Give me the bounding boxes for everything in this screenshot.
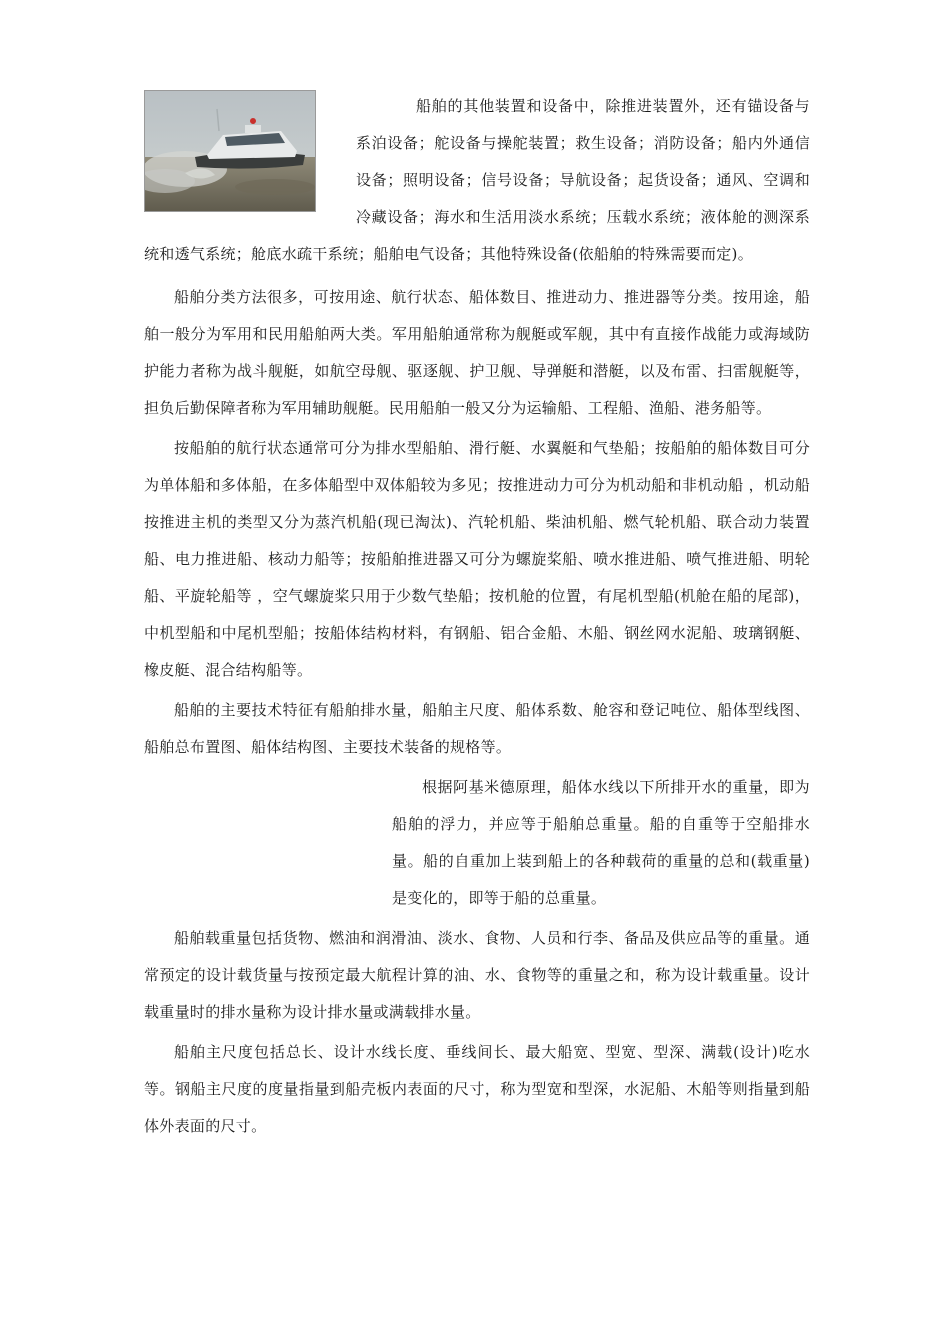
paragraph-archimedes: 根据阿基米德原理，船体水线以下所排开水的重量，即为船舶的浮力，并应等于船舶总重量。船的自重等于空船排水量。船的自重加上装到船上的各种载荷的重量的总和(载重量)是变化的，即等于船的总重量。 — [392, 778, 810, 907]
paragraph-technical-features: 船舶的主要技术特征有船舶排水量，船舶主尺度、船体系数、舱容和登记吨位、船体型线图、船舶总布置图、船体结构图、主要技术装备的规格等。 — [144, 701, 810, 756]
paragraph-other-equipment: 船舶的其他装置和设备中，除推进装置外，还有锚设备与系泊设备；舵设备与操舵装置；救生设备；消防设备；船内外通信设备；照明设备；信号设备；导航设备；起货设备；通风、空调和冷藏设备；海水和生活用淡水系统；压载水系统；液体舱的测深系统和透气系统；舱底水疏干系统；船舶电气设备；其他特殊设备(依船舶的特殊需要而定)。 — [144, 97, 810, 263]
paragraph-classification: 船舶分类方法很多，可按用途、航行状态、船体数目、推进动力、推进器等分类。按用途，船舶一般分为军用和民用船舶两大类。军用船舶通常称为舰艇或军舰，其中有直接作战能力或海域防护能力者称为战斗舰艇，如航空母舰、驱逐舰、护卫舰、导弹艇和潜艇，以及布雷、扫雷舰艇等，担负后勤保障者称为军用辅助舰艇。民用船舶一般又分为运输船、工程船、渔船、港务船等。 — [144, 288, 810, 417]
document-page — [144, 88, 810, 1145]
hovercraft-photo-icon — [145, 91, 316, 212]
paragraph-main-dimensions: 船舶主尺度包括总长、设计水线长度、垂线间长、最大船宽、型宽、型深、满载(设计)吃水等。钢船主尺度的度量指量到船壳板内表面的尺寸，称为型宽和型深，水泥船、木船等则指量到船体外表面的尺寸。 — [144, 1043, 810, 1135]
paragraph-deadweight: 船舶载重量包括货物、燃油和润滑油、淡水、食物、人员和行李、备品及供应品等的重量。通常预定的设计载货量与按预定最大航程计算的油、水、食物等的重量之和，称为设计载重量。设计载重量时的排水量称为设计排水量或满载排水量。 — [144, 929, 810, 1021]
paragraph-navigation-state: 按船舶的航行状态通常可分为排水型船舶、滑行艇、水翼艇和气垫船；按船舶的船体数目可分为单体船和多体船，在多体船型中双体船较为多见；按推进动力可分为机动船和非机动船 ，机动船按推进主机的类型又分为蒸汽机船(现已淘汰)、汽轮机船、柴油机船、燃气轮机船、联合动力装置船、电力推进船、核动力船等；按船舶推进器又可分为螺旋桨船、喷水推进船、喷气推进船、明轮船、平旋轮船等 ，空气螺旋桨只用于少数气垫船；按机舱的位置，有尾机型船(机舱在船的尾部)，中机型船和中尾机型船；按船体结构材料，有钢船、铝合金船、木船、钢丝网水泥船、玻璃钢艇、橡皮艇、混合结构船等。 — [144, 439, 810, 679]
hovercraft-photo — [144, 90, 316, 212]
